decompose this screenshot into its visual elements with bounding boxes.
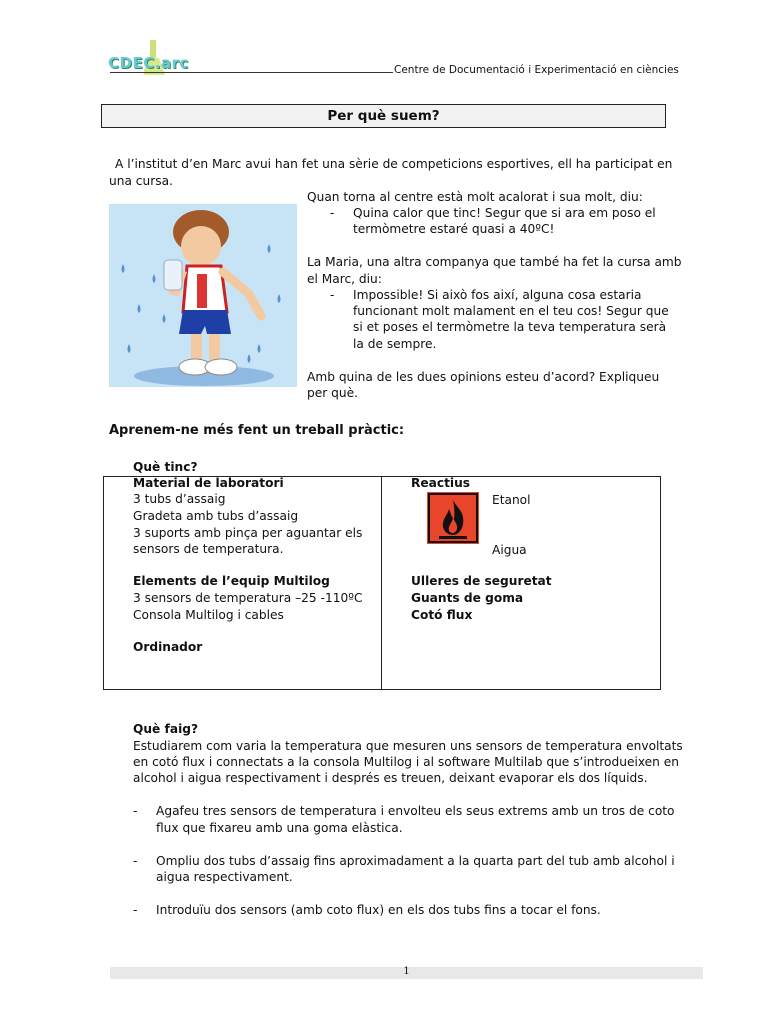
procedure-step-line: Introduïu dos sensors (amb coto flux) en els dos tubs fins a tocar el fons. — [156, 903, 601, 917]
sweating-runner-illustration — [109, 204, 297, 387]
procedure-desc-line: alcohol i aigua respectivament i després es treuen, deixant evaporar els dos líquids. — [133, 771, 648, 785]
table-divider — [381, 476, 382, 690]
lab-material-item: 3 suports amb pinça per aguantar els — [133, 526, 363, 540]
question-line: per què. — [307, 386, 358, 400]
multilog-item: 3 sensors de temperatura –25 -110ºC — [133, 591, 363, 605]
procedure-desc-line: Estudiarem com varia la temperatura que mesuren uns sensors de temperatura envoltats — [133, 739, 683, 753]
page-number: 1 — [403, 966, 410, 977]
practical-heading: Aprenem-ne més fent un treball pràctic: — [109, 423, 405, 438]
ordinador-label: Ordinador — [133, 640, 203, 654]
que-tinc-heading: Què tinc? — [133, 460, 198, 474]
marc-quote-line: Quina calor que tinc! Segur que si ara em poso el — [353, 206, 656, 220]
que-faig-heading: Què faig? — [133, 722, 199, 736]
narrative-line: La Maria, una altra companya que també ha fet la cursa amb — [307, 255, 682, 269]
lab-material-title: Material de laboratori — [133, 476, 284, 490]
procedure-desc-line: en cotó flux i connectats a la consola Multilog i al software Multilab que s’introdueixen en — [133, 755, 679, 769]
dash-marker: - — [330, 288, 335, 302]
safety-item: Ulleres de seguretat — [411, 574, 552, 588]
header-rule — [110, 72, 393, 73]
reagent-etanol: Etanol — [492, 493, 531, 507]
lab-material-item: Gradeta amb tubs d’assaig — [133, 509, 299, 523]
safety-item: Cotó flux — [411, 608, 473, 622]
multilog-title: Elements de l’equip Multilog — [133, 574, 330, 588]
dash-marker: - — [133, 854, 138, 868]
intro-line-1: A l’institut d’en Marc avui han fet una sèrie de competicions esportives, ell ha participat en — [115, 157, 673, 171]
multilog-item: Consola Multilog i cables — [133, 608, 284, 622]
logo-text: CDEC.arc — [108, 54, 189, 72]
lab-material-item: sensors de temperatura. — [133, 542, 284, 556]
dash-marker: - — [330, 206, 335, 220]
cdec-logo — [108, 40, 213, 76]
reagent-aigua: Aigua — [492, 543, 527, 557]
maria-quote-line: Impossible! Si això fos així, alguna cosa estaria — [353, 288, 642, 302]
reactius-title: Reactius — [411, 476, 471, 490]
maria-quote-line: si et poses el termòmetre la teva temperatura serà — [353, 320, 667, 334]
dash-marker: - — [133, 903, 138, 917]
maria-quote-line: la de sempre. — [353, 337, 437, 351]
maria-quote-line: funcionant molt malament en el teu cos! Segur que — [353, 304, 669, 318]
center-name: Centre de Documentació i Experimentació en ciències — [394, 64, 679, 76]
narrative-line: el Marc, diu: — [307, 272, 382, 286]
page-title: Per què suem? — [101, 104, 666, 128]
marc-quote-line: termòmetre estaré quasi a 40ºC! — [353, 222, 555, 236]
question-line: Amb quina de les dues opinions esteu d’acord? Expliqueu — [307, 370, 660, 384]
flammable-hazard-icon — [427, 492, 479, 544]
dash-marker: - — [133, 804, 138, 818]
procedure-step-line: flux que fixareu amb una goma elàstica. — [156, 821, 403, 835]
procedure-step-line: Ompliu dos tubs d’assaig fins aproximadament a la quarta part del tub amb alcohol i — [156, 854, 675, 868]
intro-line-2: una cursa. — [109, 174, 173, 188]
procedure-step-line: Agafeu tres sensors de temperatura i envolteu els seus extrems amb un tros de coto — [156, 804, 675, 818]
safety-item: Guants de goma — [411, 591, 524, 605]
lab-material-item: 3 tubs d’assaig — [133, 492, 226, 506]
narrative-line: Quan torna al centre està molt acalorat i sua molt, diu: — [307, 190, 643, 204]
procedure-step-line: aigua respectivament. — [156, 870, 293, 884]
